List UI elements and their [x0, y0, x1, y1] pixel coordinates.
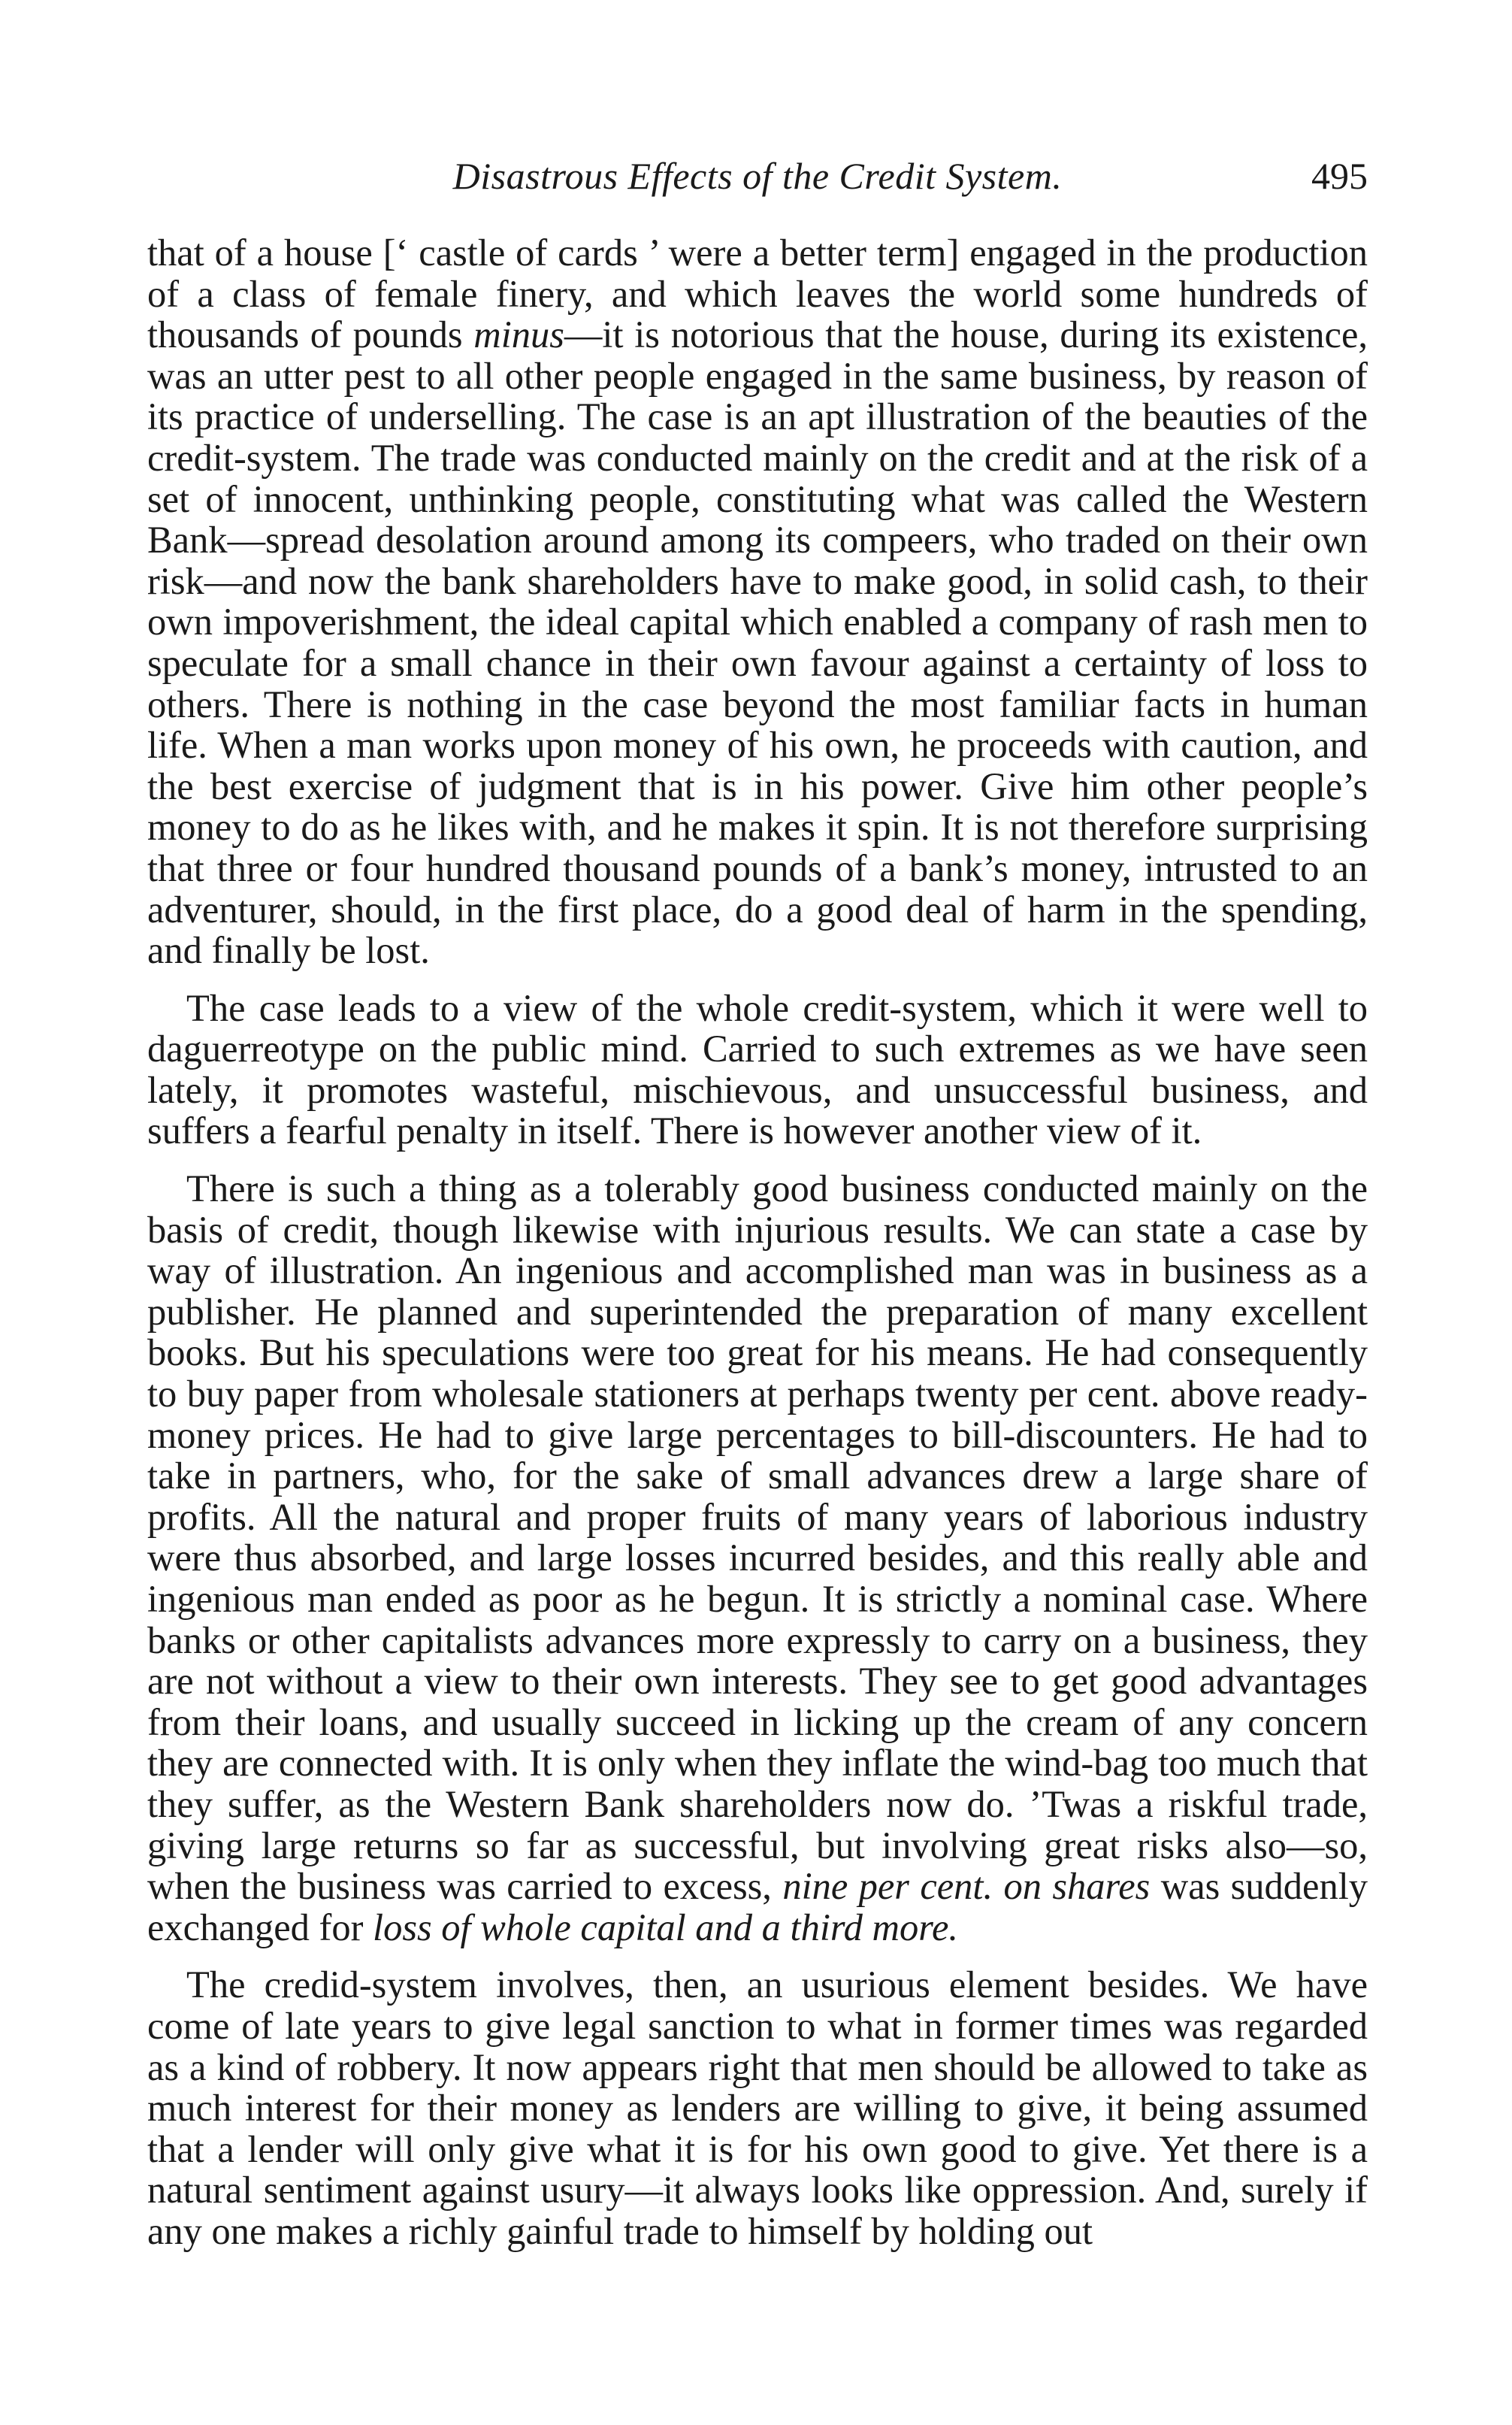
paragraph-2: The case leads to a view of the whole credit-system, which it were well to daguerreotype on the public mind. Carried to such extremes as we have seen lately, it promotes wasteful, mischievous, and unsuccessful business, and suffers a fearful penalty in itself. There is however another view of it. [147, 986, 1368, 1152]
paragraph-1 [147, 232, 1368, 971]
page-header [147, 154, 1368, 214]
paragraph-3-text-a: There is such a thing as a tolerably good business conducted mainly on the basis of credit, though likewise with injurious results. We can state a case by way of illustration. An ingenious and accomplished man was in business as a publisher. He planned and superintended the preparation of many excellent books. But his speculations were too great for his means. He had consequently to buy paper from wholesale stationers at perhaps twenty per cent. above ready-money prices. He had to give large percentages to bill-discounters. He had to take in partners, who, for the sake of small advances drew a large share of profits. All the natural and proper fruits of many years of laborious industry were thus absorbed, and large losses incurred besides, and this really able and ingenious man ended as poor as he begun. It is strictly a nominal case. Where banks or other capitalists advances more expressly to carry on a business, they are not without a view to their own interests. They see to get good advantages from their loans, and usually succeed in licking up the cream of any concern they are connected with. It is only when they inflate the wind-bag too much that they suffer, as the Western Bank shareholders now do. ’Twas a riskful trade, giving large returns so far as successful, but involving great risks also—so, when the business was carried to excess, [147, 1167, 1368, 1908]
running-title: Disastrous Effects of the Credit System. [452, 155, 1063, 197]
book-page [147, 154, 1368, 2319]
paragraph-3-text-b: was suddenly exchanged for [147, 1865, 1368, 1948]
paragraph-1-italic-minus: minus [473, 313, 564, 356]
paragraph-3-italic-loss: loss of whole capital and a third more. [373, 1906, 959, 1948]
page-number: 495 [1311, 155, 1368, 197]
paragraph-3-italic-shares: nine per cent. on shares [782, 1865, 1151, 1908]
paragraph-4: The credid-system involves, then, an usurious element besides. We have come of late years to give legal sanction to what in former times was regarded as a kind of robbery. It now appears right that men should be allowed to take as much interest for their money as lenders are willing to give, it being assumed that a lender will only give what it is for his own good to give. Yet there is a natural sentiment against usury—it always looks like oppression. And, surely if any one makes a richly gainful trade to himself by holding out [147, 1963, 1368, 2252]
paragraph-1-text-a: that of a house [‘ castle of cards ’ were a better term] engaged in the production of a class of female finery, and which leaves the world some hundreds of thousands of pounds [147, 232, 1368, 356]
paragraph-3 [147, 1168, 1368, 1948]
paragraph-1-text-b: —it is notorious that the house, during its existence, was an utter pest to all other people engaged in the same business, by reason of its practice of underselling. The case is an apt illustration of the beauties of the credit-system. The trade was conducted mainly on the credit and at the risk of a set of innocent, unthinking people, constituting what was called the Western Bank—spread desolation around among its compeers, who traded on their own risk—and now the bank shareholders have to make good, in solid cash, to their own impoverishment, the ideal capital which enabled a company of rash men to speculate for a small chance in their own favour against a certainty of loss to others. There is nothing in the case beyond the most familiar facts in human life. When a man works upon money of his own, he proceeds with caution, and the best exercise of judgment that is in his power. Give him other people’s money to do as he likes with, and he makes it spin. It is not therefore surprising that three or four hundred thousand pounds of a bank’s money, intrusted to an adventurer, should, in the first place, do a good deal of harm in the spending, and finally be lost. [147, 313, 1368, 972]
